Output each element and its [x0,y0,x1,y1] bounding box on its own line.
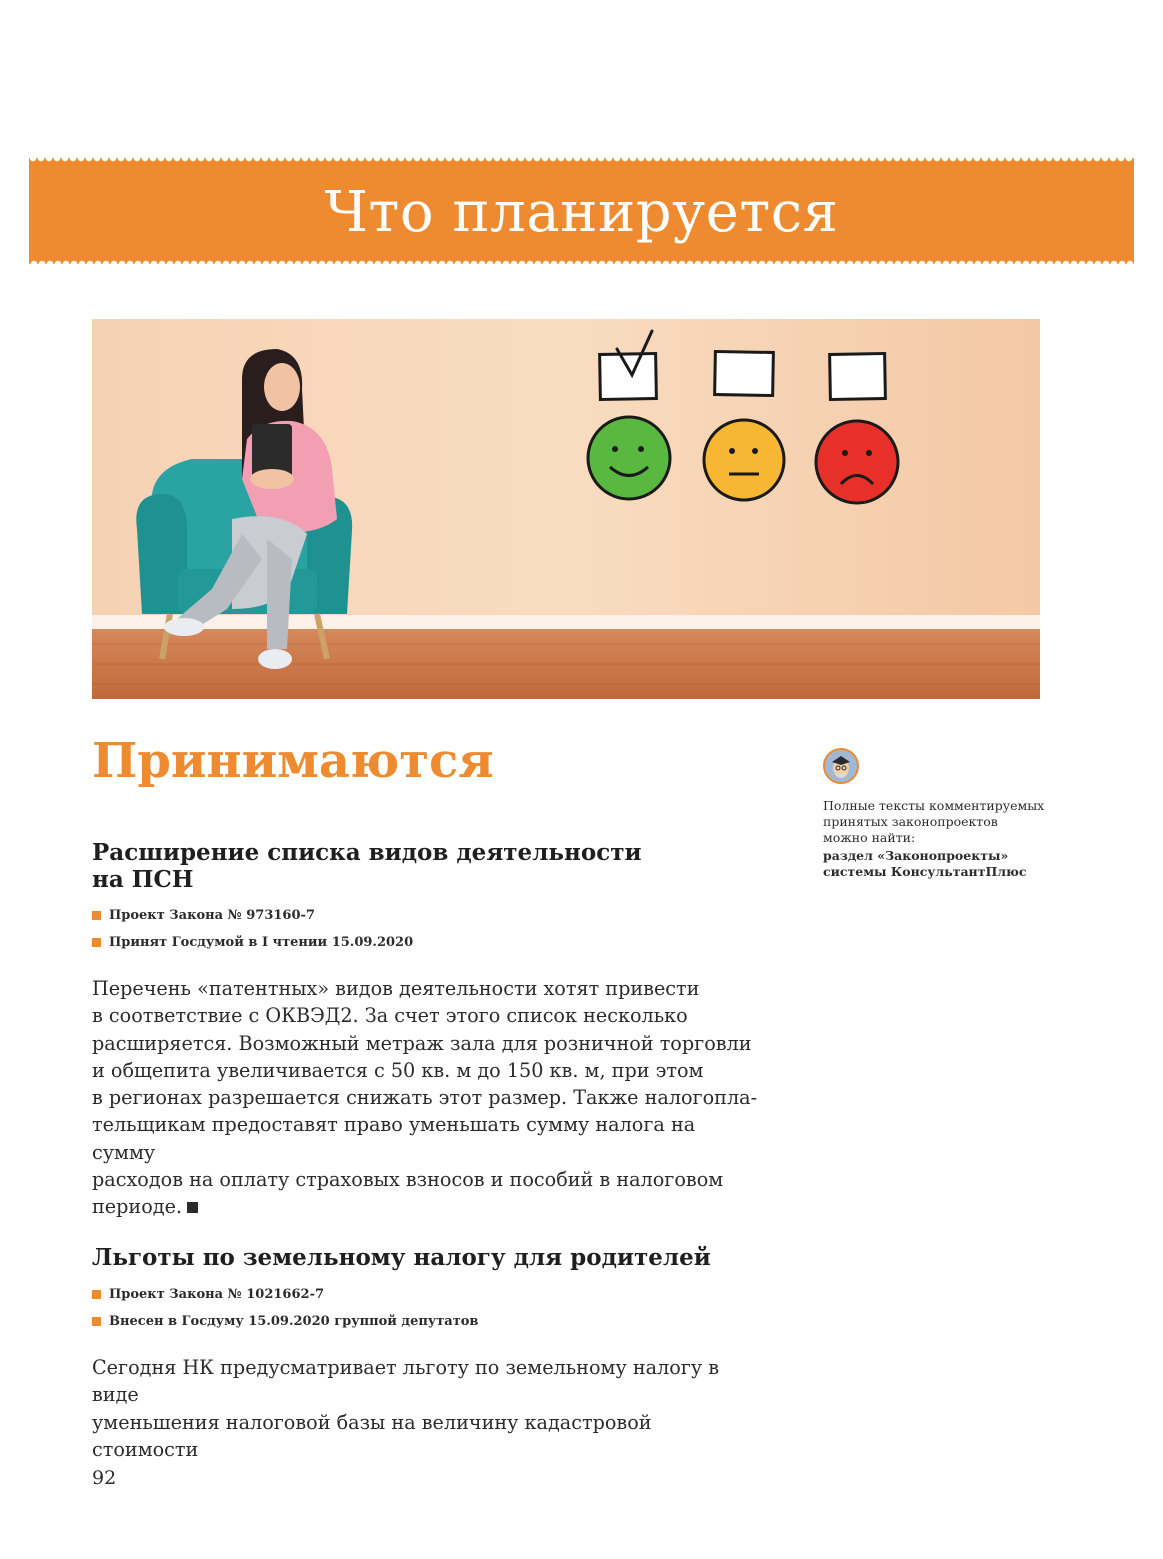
article-meta-item [92,935,413,950]
bullet-square-icon [92,911,101,920]
article-meta-item [92,1314,478,1329]
article-title: Льготы по земельному налогу для родителей [92,1244,711,1271]
rating-checkboxes [600,351,886,399]
section-title: Принимаются [92,733,494,789]
page-number: 92 [92,1467,117,1489]
section-banner [29,158,1134,264]
bill-number: Проект Закона № 973160-7 [109,908,315,923]
neutral-face-icon [704,420,784,500]
bullet-square-icon [92,1290,101,1299]
sidebar-source: раздел «Законопроекты» системы КонсультантПлюс [823,848,1027,879]
happy-face-icon [588,417,670,499]
sidebar-note [823,748,1063,880]
bullet-square-icon [92,938,101,947]
bullet-square-icon [92,1317,101,1326]
bill-status: Принят Госдумой в I чтении 15.09.2020 [109,935,414,950]
bill-number: Проект Закона № 1021662-7 [109,1287,325,1302]
bill-status: Внесен в Госдуму 15.09.2020 группой депутатов [109,1314,479,1329]
sidebar-note-text: Полные тексты комментируемых принятых законопроектов можно найти: [823,798,1045,845]
professor-avatar-icon [823,748,859,784]
sad-face-icon [816,421,898,503]
article-meta-item [92,1287,324,1302]
article-body [92,975,762,1221]
article-meta-item [92,908,315,923]
end-mark-icon [187,1202,198,1213]
banner-title: Что планируется [324,179,839,245]
hero-illustration [92,319,1040,699]
article-body-text: Перечень «патентных» видов деятельности хотят привести в соответствие с ОКВЭД2. За счет этого список несколько расширяется. Возможный метраж зала для розничной торговли и общепита увеличивается с 50 кв. м до 150 кв. м, при этом в регионах разрешается снижать этот размер. Также налогопла- тельщикам предоставят право уменьшать сумму налога на сумму расходов на оплату страховых взносов и пособий в налоговом периоде. [92,977,758,1219]
article-body: Сегодня НК предусматривает льготу по земельному налогу в виде уменьшения налоговой базы на величину кадастровой стоимости [92,1356,720,1461]
article-title: Расширение списка видов деятельности на ПСН [92,839,642,893]
